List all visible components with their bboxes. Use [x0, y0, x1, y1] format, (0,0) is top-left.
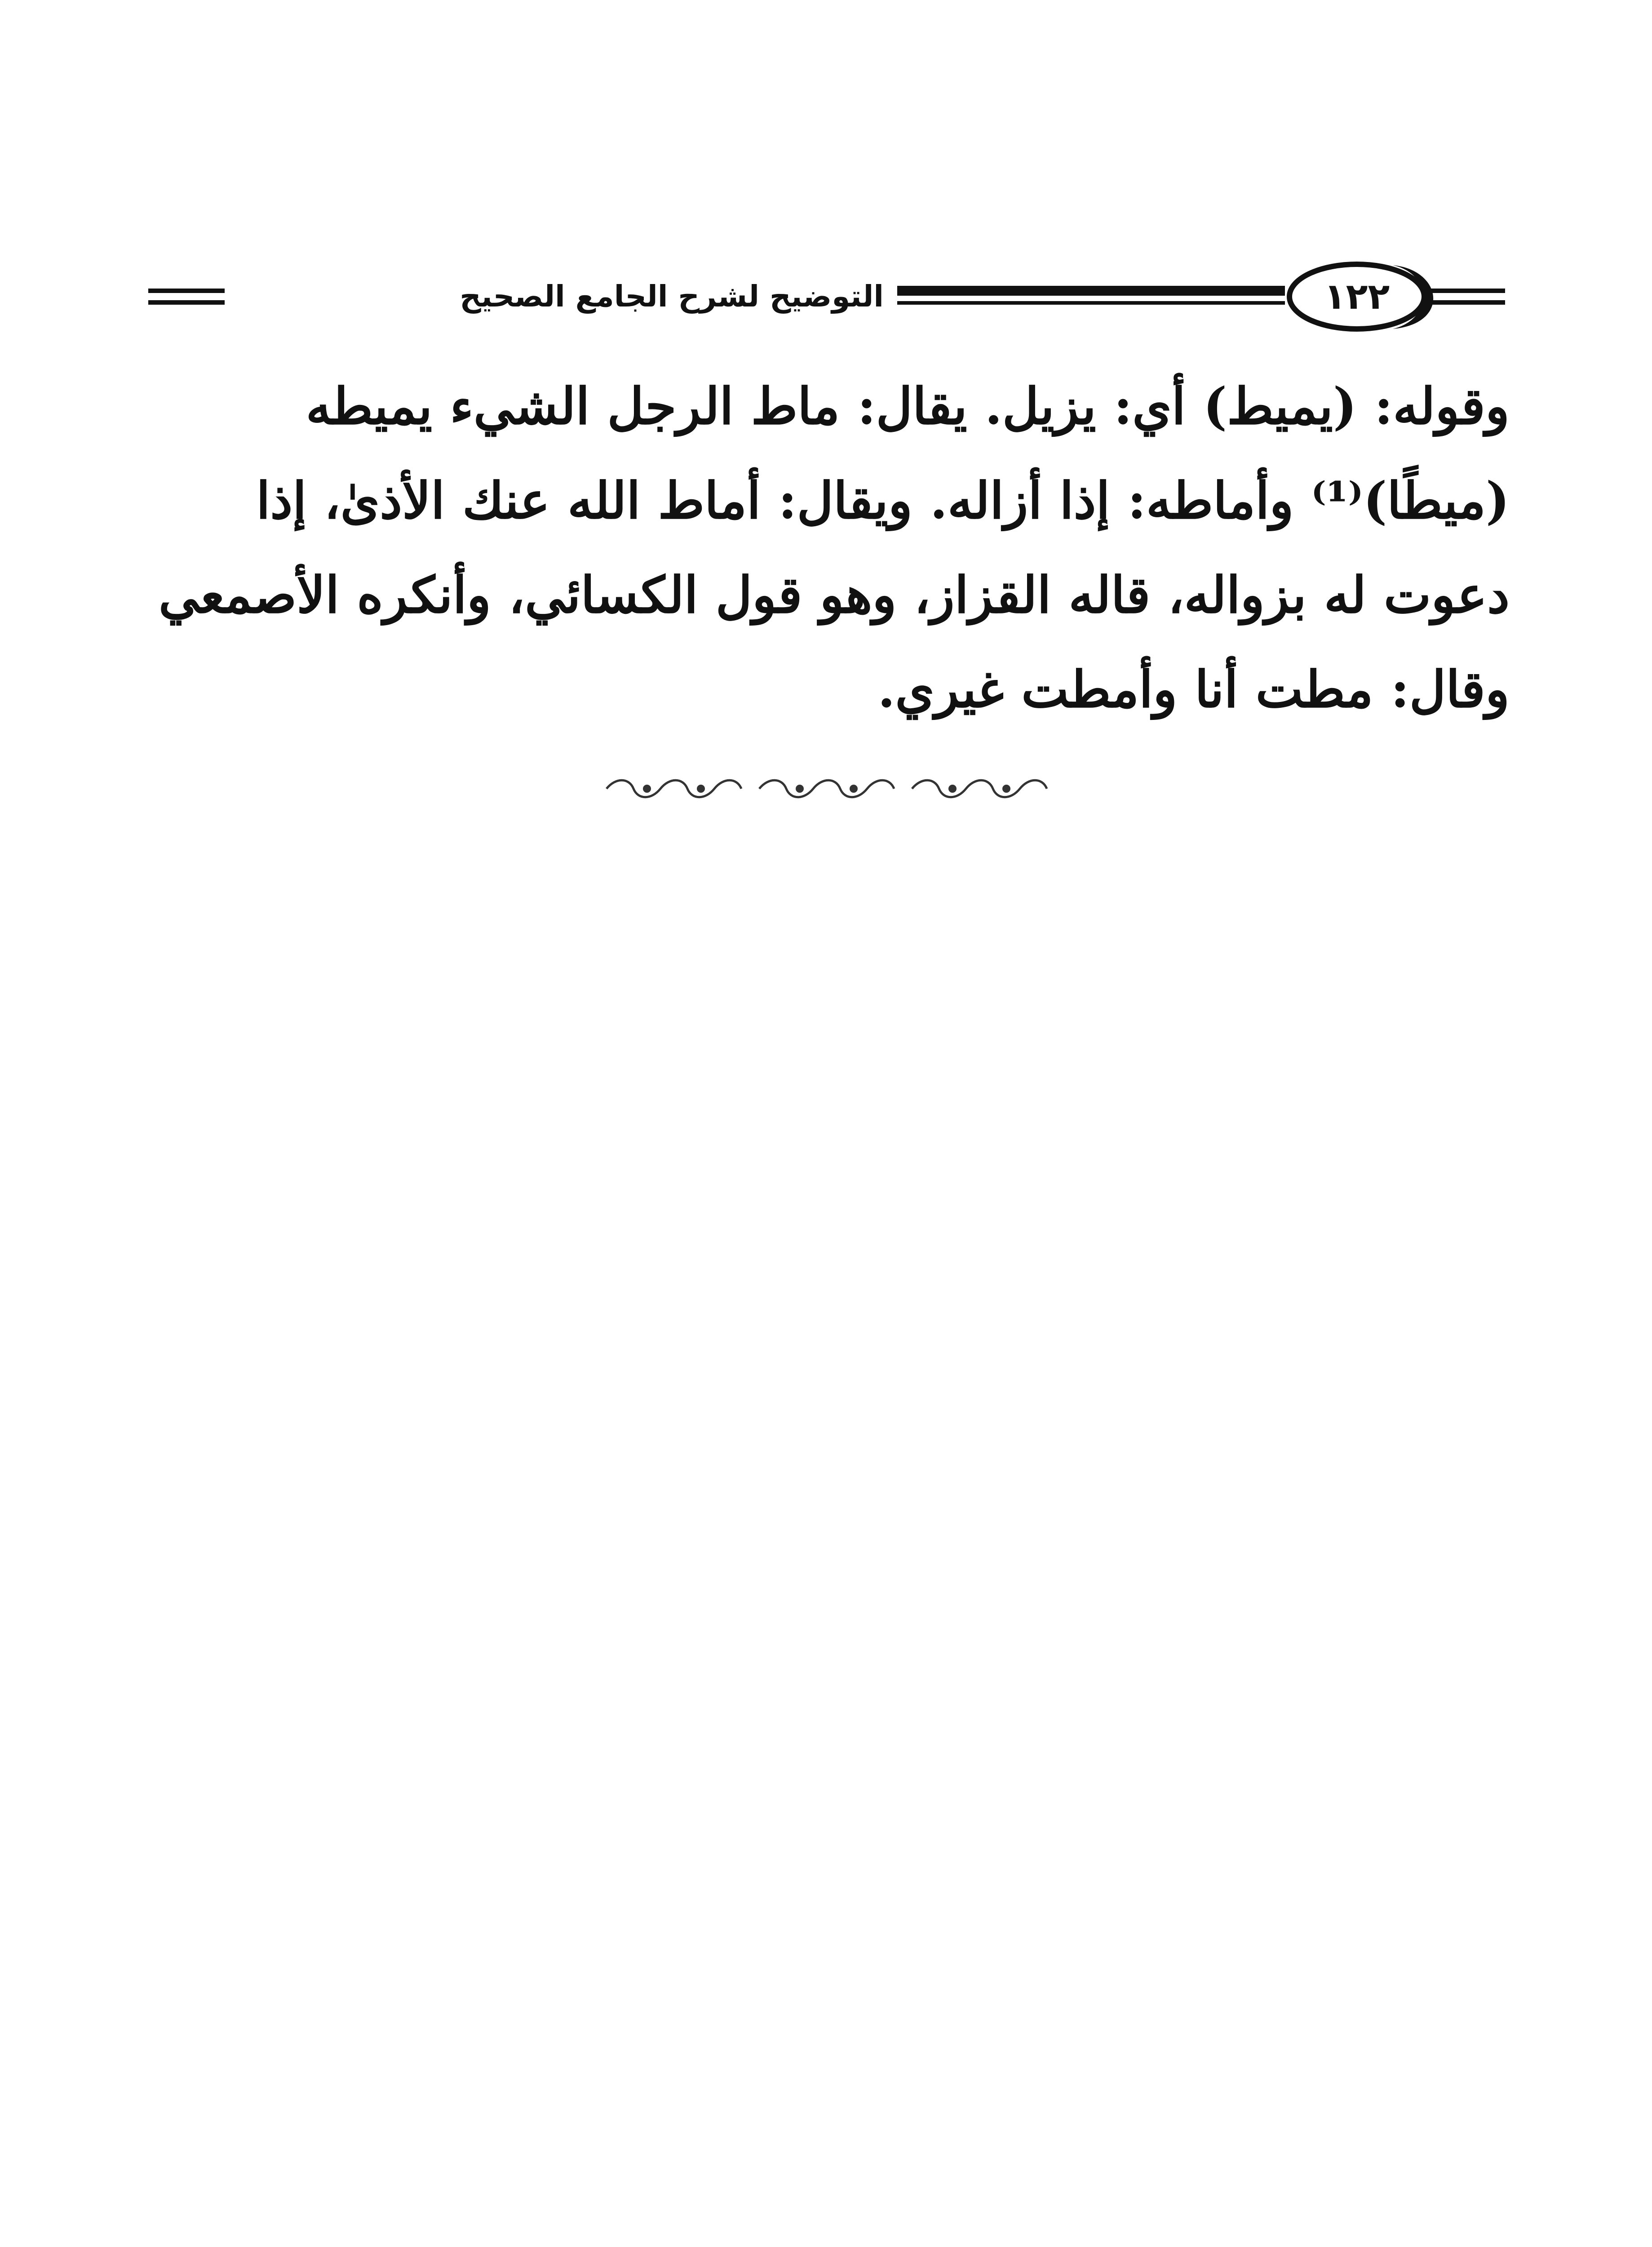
- section-divider-ornament: [598, 773, 1056, 804]
- body-line: وقوله: (يميط) أي: يزيل. يقال: ماط الرجل الشيء يميطه: [306, 377, 1510, 436]
- body-paragraph: [146, 360, 1510, 737]
- body-line: وقال: مطت أنا وأمطت غيري.: [877, 660, 1510, 719]
- running-header-title: التوضيح لشرح الجامع الصحيح: [446, 256, 897, 337]
- body-line: (ميطًا)⁽¹⁾ وأماطه: إذا أزاله. ويقال: أماط الله عنك الأذىٰ، إذا: [256, 471, 1510, 530]
- ornament-icon: [598, 773, 1056, 804]
- page-number: ١٢٢: [1324, 275, 1390, 317]
- body-line: دعوت له بزواله، قاله القزاز، وهو قول الكسائي، وأنكره الأصمعي: [159, 566, 1510, 625]
